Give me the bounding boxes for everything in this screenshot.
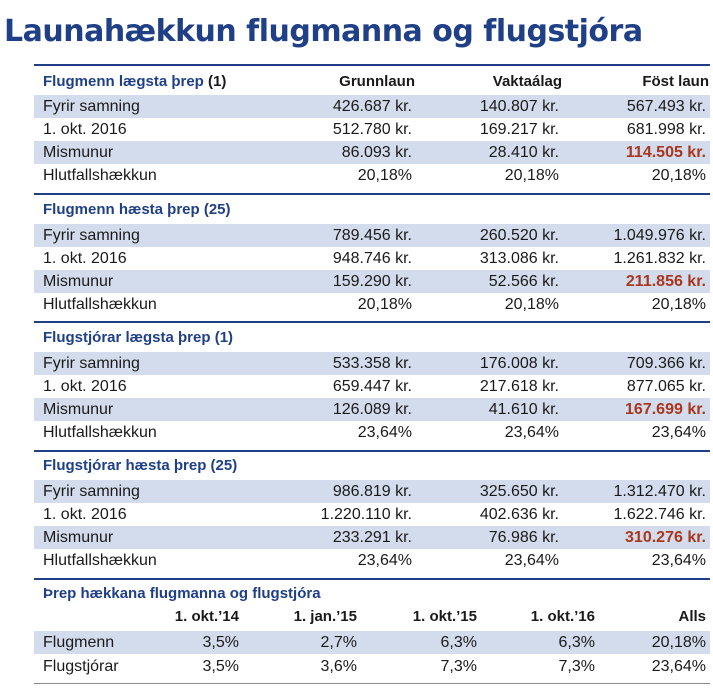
- table-row: [34, 526, 710, 549]
- table-cell: 986.819 kr.: [332, 483, 412, 500]
- table-cell: 1.312.470 kr.: [613, 483, 706, 500]
- row-label: Mismunur: [43, 144, 114, 161]
- table-row: [34, 421, 710, 444]
- table-cell: 659.447 kr.: [332, 378, 412, 395]
- page-title: Launahækkun flugmanna og flugstjóra: [4, 14, 643, 49]
- table-row: [34, 164, 710, 187]
- row-label: Mismunur: [43, 273, 114, 290]
- table-cell: 159.290 kr.: [332, 273, 412, 290]
- table-cell: 3,6%: [320, 658, 357, 675]
- column-header-date: 1. okt.’14: [174, 608, 239, 625]
- table-cell: 23,64%: [651, 552, 706, 569]
- table-row: [34, 118, 710, 141]
- row-label: Fyrir samning: [43, 98, 140, 115]
- column-header-date: 1. okt.’15: [412, 608, 477, 625]
- highlighted-cell: 211.856 kr.: [625, 273, 706, 290]
- table-cell: 6,3%: [440, 634, 477, 651]
- column-header-fixed-pay: Föst laun: [642, 73, 709, 90]
- row-label: Fyrir samning: [43, 483, 140, 500]
- table-cell: 3,5%: [202, 658, 239, 675]
- row-label: 1. okt. 2016: [43, 121, 127, 138]
- row-label: Fyrir samning: [43, 355, 140, 372]
- table-cell: 877.065 kr.: [626, 378, 706, 395]
- row-label: Mismunur: [43, 401, 114, 418]
- table-row: [34, 293, 710, 316]
- column-header-total: Alls: [678, 608, 706, 625]
- table-cell: 20,18%: [504, 167, 559, 184]
- table-row: [34, 480, 710, 503]
- table-cell: 126.089 kr.: [332, 401, 412, 418]
- table-cell: 23,64%: [357, 424, 412, 441]
- table-cell: 41.610 kr.: [488, 401, 559, 418]
- table-cell: 20,18%: [504, 296, 559, 313]
- table-row: [34, 270, 710, 293]
- row-label: Hlutfallshækkun: [43, 552, 157, 569]
- section-divider: [34, 321, 710, 323]
- table-cell: 76.986 kr.: [488, 529, 559, 546]
- table-cell: 233.291 kr.: [332, 529, 412, 546]
- table-cell: 52.566 kr.: [488, 273, 559, 290]
- table-cell: 1.049.976 kr.: [613, 227, 706, 244]
- table-cell: 23,64%: [651, 424, 706, 441]
- table-row: [34, 503, 710, 526]
- table-cell: 20,18%: [357, 167, 412, 184]
- column-header-base-pay: Grunnlaun: [339, 73, 415, 90]
- column-header-date: 1. okt.’16: [530, 608, 595, 625]
- table-cell: 313.086 kr.: [479, 250, 559, 267]
- section-divider: [34, 578, 710, 580]
- table-cell: 1.261.832 kr.: [613, 250, 706, 267]
- row-label: 1. okt. 2016: [43, 506, 127, 523]
- row-label: Fyrir samning: [43, 227, 140, 244]
- table-cell: 86.093 kr.: [341, 144, 412, 161]
- table-cell: 512.780 kr.: [332, 121, 412, 138]
- highlighted-cell: 310.276 kr.: [625, 529, 706, 546]
- table-cell: 789.456 kr.: [332, 227, 412, 244]
- table-cell: 23,64%: [504, 552, 559, 569]
- section-heading: Flugmenn hæsta þrep (25): [43, 201, 231, 218]
- bottom-divider: [34, 683, 710, 684]
- table-cell: 3,5%: [202, 634, 239, 651]
- table-cell: 709.366 kr.: [626, 355, 706, 372]
- table-cell: 260.520 kr.: [479, 227, 559, 244]
- table-row: [34, 398, 710, 421]
- table-cell: 1.622.746 kr.: [613, 506, 706, 523]
- table-cell: 217.618 kr.: [479, 378, 559, 395]
- column-header-date: 1. jan.’15: [293, 608, 357, 625]
- table-cell: 23,64%: [357, 552, 412, 569]
- row-label: Hlutfallshækkun: [43, 424, 157, 441]
- row-label: Hlutfallshækkun: [43, 167, 157, 184]
- table-cell: 6,3%: [558, 634, 595, 651]
- bottom-header-row: [34, 606, 710, 629]
- table-cell: 23,64%: [504, 424, 559, 441]
- table-cell: 402.636 kr.: [479, 506, 559, 523]
- table-cell: 1.220.110 kr.: [320, 506, 412, 523]
- highlighted-cell: 114.505 kr.: [625, 144, 706, 161]
- section-heading-step: (1): [208, 73, 227, 90]
- table-row: [34, 631, 710, 654]
- table-cell: 7,3%: [558, 658, 595, 675]
- table-row: [34, 95, 710, 118]
- column-header-shift-allowance: Vaktaálag: [492, 73, 562, 90]
- table-cell: 7,3%: [440, 658, 477, 675]
- table-cell: 948.746 kr.: [332, 250, 412, 267]
- table-row: [34, 224, 710, 247]
- table-cell: 20,18%: [357, 296, 412, 313]
- section-heading: Flugstjórar lægsta þrep (1): [43, 329, 234, 346]
- section-heading: Flugstjórar hæsta þrep (25): [43, 457, 238, 474]
- table-row: [34, 375, 710, 398]
- table-row: [34, 141, 710, 164]
- table-cell: 426.687 kr.: [332, 98, 412, 115]
- row-label: 1. okt. 2016: [43, 250, 127, 267]
- table-row: [34, 247, 710, 270]
- table-cell: 20,18%: [651, 167, 706, 184]
- table-row: [34, 549, 710, 572]
- row-label: Flugmenn: [43, 634, 115, 651]
- section-divider: [34, 193, 710, 195]
- table-cell: 23,64%: [651, 658, 706, 675]
- table-cell: 28.410 kr.: [488, 144, 559, 161]
- table-cell: 567.493 kr.: [626, 98, 706, 115]
- table-row: [34, 352, 710, 375]
- bottom-table-heading: Þrep hækkana flugmanna og flugstjóra: [43, 585, 321, 602]
- highlighted-cell: 167.699 kr.: [625, 401, 706, 418]
- table-cell: 176.008 kr.: [479, 355, 559, 372]
- section-divider: [34, 64, 710, 66]
- section-divider: [34, 450, 710, 452]
- table-cell: 140.807 kr.: [479, 98, 559, 115]
- row-label: Hlutfallshækkun: [43, 296, 157, 313]
- section-heading: [43, 73, 226, 90]
- row-label: Mismunur: [43, 529, 114, 546]
- table-cell: 2,7%: [320, 634, 357, 651]
- table-cell: 20,18%: [651, 296, 706, 313]
- section-heading-text: Flugmenn lægsta þrep: [43, 73, 204, 90]
- table-row: [34, 655, 710, 678]
- table-cell: 681.998 kr.: [626, 121, 706, 138]
- row-label: 1. okt. 2016: [43, 378, 127, 395]
- table-cell: 533.358 kr.: [332, 355, 412, 372]
- table-cell: 325.650 kr.: [479, 483, 559, 500]
- row-label: Flugstjórar: [43, 658, 119, 675]
- table-cell: 169.217 kr.: [479, 121, 559, 138]
- table-cell: 20,18%: [651, 634, 706, 651]
